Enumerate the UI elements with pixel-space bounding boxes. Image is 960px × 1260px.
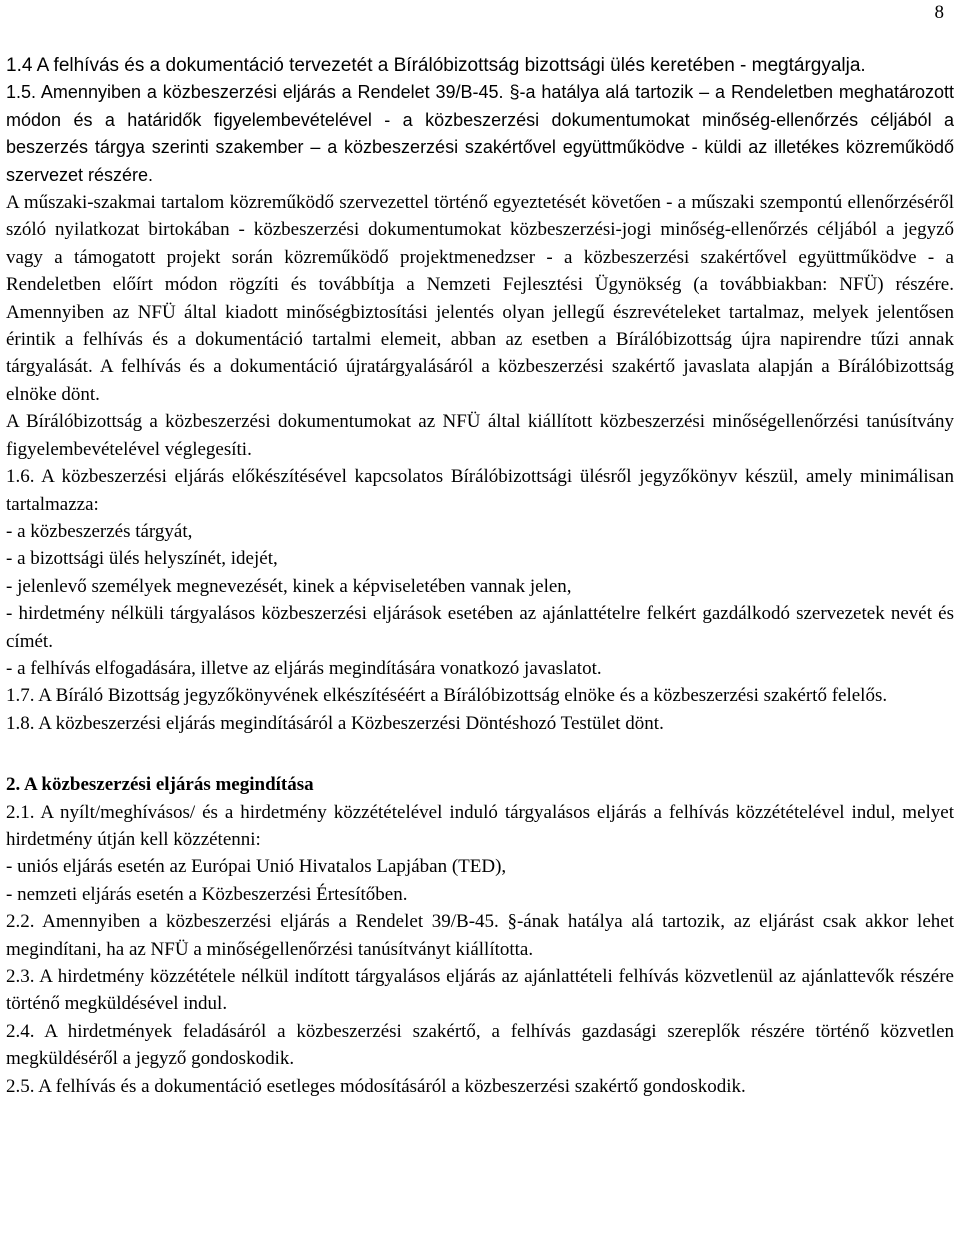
list-item: - uniós eljárás esetén az Európai Unió Hivatalos Lapjában (TED), (6, 856, 507, 878)
paragraph-1-7: 1.7. A Bíráló Bizottság jegyzőkönyvének elkészítéséért a Bírálóbizottság elnöke és a közbeszerzési szakértő felelős. (6, 685, 888, 707)
paragraph-2-5: 2.5. A felhívás és a dokumentáció esetleges módosításáról a közbeszerzési szakértő gondoskodik. (6, 1075, 746, 1097)
paragraph-1-6: 1.6. A közbeszerzési eljárás előkészítésével kapcsolatos Bírálóbizottsági ülésről jegyzőkönyv készül, amely minimálisan tartalmazza: (6, 466, 954, 515)
section-heading: 2. A közbeszerzési eljárás megindítása (6, 774, 314, 796)
section-spacer (6, 737, 954, 771)
paragraph-1-5-continued: A műszaki-szakmai tartalom közreműködő szervezettel történő egyeztetését követően - a műszaki szempontú ellenőrzéséről szóló nyilatkozat birtokában - közbeszerzési dokumentumokat közbeszerzési-jogi minőség-ellenőrzés céljából a jegyző vagy a támogatott projekt során közreműködő projektmenedzser - a közbeszerzési szakértővel együttműködve - a Rendeletben előírt módon rögzíti és továbbítja a Nemzeti Fejlesztési Ügynökség (a továbbiakban: NFÜ) részére. Amennyiben az NFÜ által kiadott minőségbiztosítási jelentés olyan jellegű észrevételeket tartalmaz, melyek jelentősen érintik a felhívás és a dokumentáció tartalmi elemeit, abban az esetben a Bírálóbizottság újra napirendre tűzi annak tárgyalását. A felhívás és a dokumentáció újratárgyalásáról a közbeszerzési szakértő javaslata alapján a Bírálóbizottság elnöke dönt. (6, 192, 954, 405)
page-content (6, 52, 954, 1100)
list-item: - a felhívás elfogadására, illetve az eljárás megindítására vonatkozó javaslatot. (6, 657, 602, 679)
paragraph-2-2: 2.2. Amennyiben a közbeszerzési eljárás a Rendelet 39/B-45. §-ának hatálya alá tartozik, az eljárást csak akkor lehet megindítani, ha az NFÜ a minőségellenőrzési tanúsítványt kiállította. (6, 911, 954, 960)
paragraph-1-8: 1.8. A közbeszerzési eljárás megindításáról a Közbeszerzési Döntéshozó Testület dönt. (6, 712, 664, 734)
list-item: - nemzeti eljárás esetén a Közbeszerzési Értesítőben. (6, 883, 408, 905)
paragraph-1-5-final: A Bírálóbizottság a közbeszerzési dokumentumokat az NFÜ által kiállított közbeszerzési minőségellenőrzési tanúsítvány figyelembevételével véglegesíti. (6, 411, 954, 460)
paragraph-2-4: 2.4. A hirdetmények feladásáról a közbeszerzési szakértő, a felhívás gazdasági szereplők részére történő közvetlen megküldéséről a jegyző gondoskodik. (6, 1020, 954, 1070)
list-item: - hirdetmény nélküli tárgyalásos közbeszerzési eljárások esetében az ajánlattételre felkért gazdálkodó szervezetek nevét és címét. (6, 603, 954, 652)
paragraph-1-5: 1.5. Amennyiben a közbeszerzési eljárás a Rendelet 39/B-45. §-a hatálya alá tartozik – a Rendeletben meghatározott módon és a határidők figyelembevételével - a közbeszerzési dokumentumokat minőség-ellenőrzés céljából a beszerzés tárgya szerinti szakember – a közbeszerzési szakértővel együttműködve - küldi az illetékes közreműködő szervezet részére. (6, 82, 954, 185)
paragraph-1-4: 1.4 A felhívás és a dokumentáció tervezetét a Bírálóbizottság bizottsági ülés keretében - megtárgyalja. (6, 55, 866, 76)
list-item: - jelenlevő személyek megnevezését, kinek a képviseletében vannak jelen, (6, 575, 572, 597)
list-item: - a bizottsági ülés helyszínét, idejét, (6, 548, 278, 570)
paragraph-2-1: 2.1. A nyílt/meghívásos/ és a hirdetmény közzétételével induló tárgyalásos eljárás a felhívás közzétételével indul, melyet hirdetmény útján kell közzétenni: (6, 801, 954, 850)
page-number: 8 (934, 2, 944, 23)
paragraph-2-3: 2.3. A hirdetmény közzététele nélkül indított tárgyalásos eljárás az ajánlattételi felhívás közvetlenül az ajánlattevők részére történő megküldésével indul. (6, 966, 954, 1015)
list-item: - a közbeszerzés tárgyát, (6, 520, 193, 542)
